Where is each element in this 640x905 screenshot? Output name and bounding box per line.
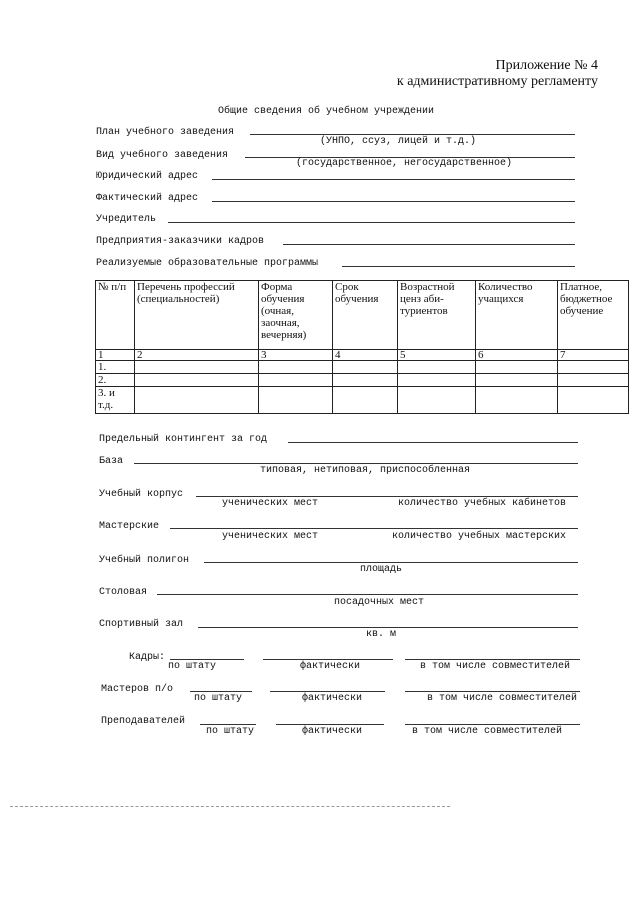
field-line-legal-address[interactable]	[212, 179, 575, 180]
col-number: 4	[333, 350, 398, 361]
workshops-line[interactable]	[170, 528, 578, 529]
cadres-by-staff-hint: по штату	[168, 661, 217, 672]
field-hint-type: (государственное, негосударственное)	[296, 158, 513, 169]
cadres-combined-hint: в том числе совместителей	[420, 661, 571, 672]
cadres-actual-line[interactable]	[263, 659, 393, 660]
teachers-label: Преподавателей	[101, 716, 186, 727]
col-number: 5	[398, 350, 476, 361]
table-cell[interactable]	[558, 374, 629, 387]
contingent-line[interactable]	[288, 442, 578, 443]
table-number-row	[96, 350, 629, 361]
col-header-paid-budget: Платное, бюджетное обучение	[558, 281, 629, 350]
field-hint-plan: (УНПО, ссуз, лицей и т.д.)	[320, 136, 477, 147]
building-label: Учебный корпус	[99, 489, 184, 500]
canteen-label: Столовая	[99, 587, 148, 598]
base-line[interactable]	[134, 463, 578, 464]
table-cell[interactable]	[476, 387, 558, 414]
teachers-actual-line[interactable]	[276, 724, 384, 725]
table-cell[interactable]	[333, 387, 398, 414]
col-number: 6	[476, 350, 558, 361]
workshops-label: Мастерские	[99, 521, 160, 532]
table-cell[interactable]	[135, 361, 259, 374]
polygon-line[interactable]	[204, 562, 578, 563]
form-title: Общие сведения об учебном учреждении	[218, 106, 435, 117]
appendix-caption: к административному регламенту	[396, 74, 598, 89]
table-cell[interactable]	[135, 374, 259, 387]
contingent-label: Предельный контингент за год	[99, 434, 268, 445]
table-cell[interactable]	[476, 361, 558, 374]
col-number: 3	[259, 350, 333, 361]
table-cell[interactable]	[398, 361, 476, 374]
table-cell[interactable]	[398, 374, 476, 387]
col-header-age-limit: Возрастной ценз аби-туриентов	[398, 281, 476, 350]
table-row	[96, 387, 629, 414]
field-line-plan[interactable]	[250, 134, 575, 135]
table-cell[interactable]	[333, 361, 398, 374]
row-number: 2.	[96, 374, 135, 387]
table-cell[interactable]	[333, 374, 398, 387]
table-row	[96, 374, 629, 387]
workshops-hint-seats: ученических мест	[222, 531, 319, 542]
masters-by-staff-hint: по штату	[194, 693, 243, 704]
field-line-actual-address[interactable]	[212, 201, 575, 202]
masters-by-staff-line[interactable]	[190, 691, 252, 692]
table-cell[interactable]	[476, 374, 558, 387]
col-header-study-form: Форма обучения (очная, заочная, вечерняя)	[259, 281, 333, 350]
cadres-by-staff-line[interactable]	[170, 659, 244, 660]
table-cell[interactable]	[259, 387, 333, 414]
row-number: 1.	[96, 361, 135, 374]
workshops-hint-count: количество учебных мастерских	[392, 531, 567, 542]
cadres-combined-line[interactable]	[405, 659, 580, 660]
cadres-label: Кадры:	[129, 652, 166, 663]
col-header-duration: Срок обучения	[333, 281, 398, 350]
row-number: 3. и т.д.	[96, 387, 135, 414]
field-label-founder: Учредитель	[96, 214, 157, 225]
table-cell[interactable]	[558, 387, 629, 414]
teachers-by-staff-hint: по штату	[206, 726, 255, 737]
table-cell[interactable]	[135, 387, 259, 414]
building-hint-rooms: количество учебных кабинетов	[398, 498, 567, 509]
col-header-professions: Перечень профессий (специальностей)	[135, 281, 259, 350]
canteen-line[interactable]	[157, 594, 578, 595]
polygon-label: Учебный полигон	[99, 555, 190, 566]
building-line[interactable]	[196, 496, 578, 497]
field-label-legal-address: Юридический адрес	[96, 171, 199, 182]
masters-combined-line[interactable]	[405, 691, 580, 692]
gym-line[interactable]	[198, 627, 578, 628]
polygon-hint: площадь	[360, 564, 403, 575]
field-line-founder[interactable]	[168, 222, 575, 223]
field-label-actual-address: Фактический адрес	[96, 193, 199, 204]
masters-combined-hint: в том числе совместителей	[427, 693, 578, 704]
table-header-row	[96, 281, 629, 350]
masters-actual-line[interactable]	[270, 691, 385, 692]
gym-hint: кв. м	[366, 629, 397, 640]
col-number: 1	[96, 350, 135, 361]
field-line-customers[interactable]	[283, 244, 575, 245]
col-number: 2	[135, 350, 259, 361]
col-header-students-count: Количество учащихся	[476, 281, 558, 350]
teachers-actual-hint: фактически	[302, 726, 363, 737]
col-header-number: № п/п	[96, 281, 135, 350]
gym-label: Спортивный зал	[99, 619, 184, 630]
scan-artifact-divider	[10, 806, 450, 807]
masters-actual-hint: фактически	[302, 693, 363, 704]
building-hint-seats: ученических мест	[222, 498, 319, 509]
base-label: База	[99, 456, 124, 467]
cadres-actual-hint: фактически	[300, 661, 361, 672]
teachers-by-staff-line[interactable]	[200, 724, 256, 725]
field-label-programs: Реализуемые образовательные программы	[96, 258, 319, 269]
table-cell[interactable]	[259, 361, 333, 374]
teachers-combined-hint: в том числе совместителей	[412, 726, 563, 737]
field-label-type: Вид учебного заведения	[96, 150, 229, 161]
base-hint: типовая, нетиповая, приспособленная	[260, 465, 471, 476]
table-cell[interactable]	[259, 374, 333, 387]
table-cell[interactable]	[398, 387, 476, 414]
canteen-hint: посадочных мест	[334, 597, 425, 608]
programs-table	[95, 280, 629, 414]
field-line-programs[interactable]	[342, 266, 575, 267]
appendix-number: Приложение № 4	[495, 58, 598, 73]
teachers-combined-line[interactable]	[405, 724, 580, 725]
masters-label: Мастеров п/о	[101, 684, 174, 695]
field-label-customers: Предприятия-заказчики кадров	[96, 236, 265, 247]
table-cell[interactable]	[558, 361, 629, 374]
table-row	[96, 361, 629, 374]
col-number: 7	[558, 350, 629, 361]
field-label-plan: План учебного заведения	[96, 127, 235, 138]
